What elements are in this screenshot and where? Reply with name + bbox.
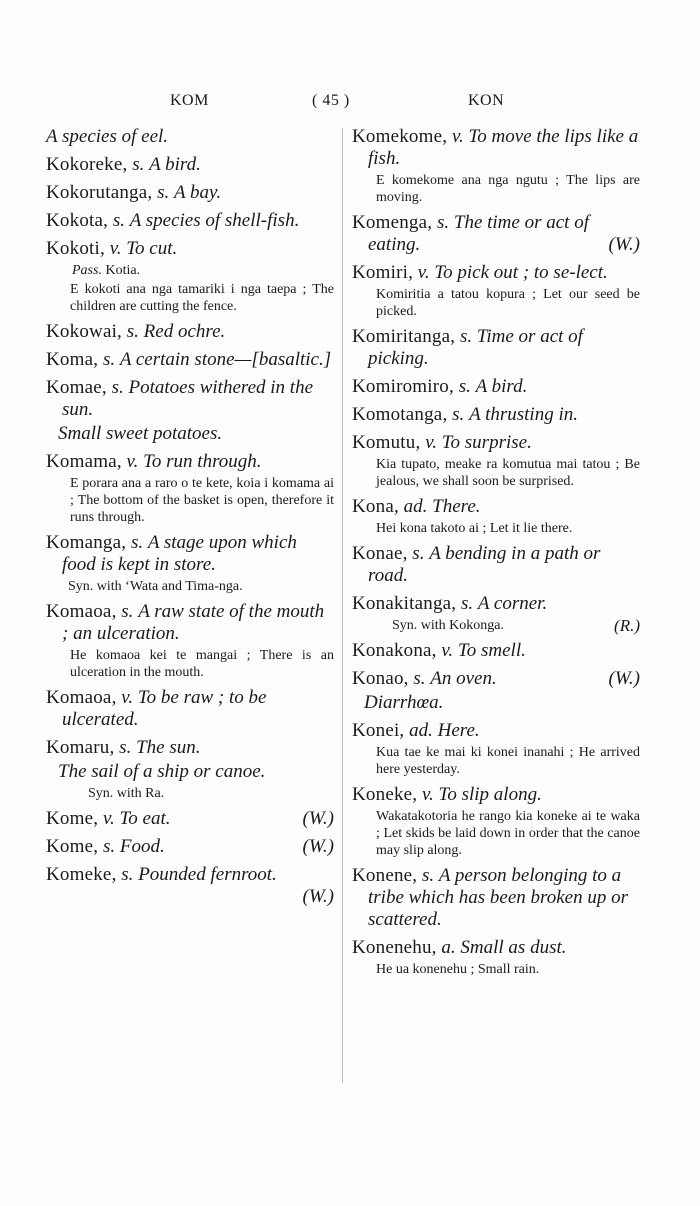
entry-head [46, 864, 334, 886]
dictionary-entry [352, 404, 640, 426]
entry-head [352, 784, 640, 806]
definition: A bird. [475, 376, 528, 397]
part-of-speech: s. [126, 321, 139, 342]
source-marker: (W.) [302, 886, 334, 907]
entry-head [46, 238, 334, 260]
entry-head [352, 543, 640, 587]
part-of-speech: s. [422, 865, 435, 886]
usage-example: Wakatakotoria he rango kia koneke ai te waka ; Let skids be laid down in order that the canoe may slip along. [376, 809, 640, 858]
headword: Komanga, [46, 532, 127, 553]
definition: To be raw ; to be ulcerated. [62, 687, 267, 730]
definition: To slip along. [438, 784, 542, 805]
dictionary-entry [352, 593, 640, 634]
dictionary-entry [352, 262, 640, 320]
definition: A certain stone—[basaltic.] [119, 349, 332, 370]
headword: Komekome, [352, 126, 448, 147]
source-line [46, 886, 334, 908]
entry-head [352, 593, 640, 615]
part-of-speech: s. [132, 154, 145, 175]
part-of-speech: ad. [409, 720, 433, 741]
entry-head [46, 687, 334, 731]
part-of-speech: s. [413, 668, 426, 689]
part-of-speech: s. [452, 404, 465, 425]
part-of-speech: v. [102, 808, 115, 829]
part-of-speech: a. [441, 937, 456, 958]
part-of-speech: s. [111, 377, 124, 398]
dictionary-entry [46, 321, 334, 343]
part-of-speech: v. [425, 432, 437, 453]
definition: The time or act of eating. [368, 212, 589, 255]
dictionary-entry [352, 640, 640, 662]
part-of-speech: s. [130, 532, 144, 553]
headword: Kona, [352, 496, 399, 517]
usage-example: Komiritia a tatou kopura ; Let our seed be picked. [376, 287, 640, 319]
header-right-guideword: KON [468, 92, 505, 109]
definition: A thrusting in. [469, 404, 578, 425]
dictionary-entry [352, 720, 640, 778]
definition: A bird. [149, 154, 201, 175]
definition: The sun. [136, 737, 201, 758]
synonym-note [392, 617, 640, 634]
headword: Komenga, [352, 212, 433, 233]
synonym-text: Syn. with Kokonga. [392, 618, 504, 633]
part-of-speech: ad. [403, 496, 428, 517]
usage-example: He komaoa kei te mangai ; There is an ulceration in the mouth. [70, 648, 334, 680]
definition: To pick out ; to se-lect. [434, 262, 608, 283]
headword: Komiri, [352, 262, 414, 283]
passive-form [46, 262, 334, 279]
entry-head [352, 720, 640, 742]
dictionary-entry [46, 126, 334, 148]
dictionary-entry [352, 692, 640, 714]
definition: Food. [119, 836, 165, 857]
definition: An oven. [430, 668, 497, 689]
definition: To smell. [457, 640, 526, 661]
part-of-speech: v. [109, 238, 122, 259]
dictionary-entry [352, 126, 640, 206]
entry-head [352, 404, 640, 426]
headword: Konao, [352, 668, 409, 689]
header-left-guideword: KOM [170, 92, 209, 109]
headword: Konae, [352, 543, 408, 564]
part-of-speech: v. [441, 640, 454, 661]
usage-example: He ua konenehu ; Small rain. [376, 962, 540, 977]
dictionary-entry [46, 182, 334, 204]
entry-head [46, 377, 334, 421]
definition: A stage upon which food is kept in store. [62, 532, 297, 575]
definition: Small as dust. [460, 937, 567, 958]
headword: Kokoreke, [46, 154, 128, 175]
part-of-speech: s. [121, 601, 134, 622]
part-of-speech: s. [112, 210, 125, 231]
definition: There. [432, 496, 481, 517]
definition: Potatoes withered in the sun. [62, 377, 314, 420]
entry-head [46, 349, 334, 371]
dictionary-entry [352, 668, 640, 690]
sub-sense: Diarrhœa. [364, 692, 444, 713]
definition: Pounded fernroot. [138, 864, 277, 885]
definition: To run through. [143, 451, 262, 472]
headword: Komotanga, [352, 404, 448, 425]
definition: Here. [437, 720, 480, 741]
entry-head [352, 865, 640, 931]
entry-head [352, 126, 640, 170]
running-header [0, 92, 700, 114]
headword: Komama, [46, 451, 122, 472]
dictionary-entry [352, 865, 640, 931]
part-of-speech: v. [417, 262, 430, 283]
dictionary-entry [46, 761, 334, 783]
entry-head [46, 737, 334, 759]
headword: Kokowai, [46, 321, 123, 342]
definition: A bay. [174, 182, 222, 203]
source-marker: (W.) [608, 668, 640, 689]
dictionary-entry [46, 349, 334, 371]
headword: Komutu, [352, 432, 421, 453]
dictionary-entry [46, 687, 334, 731]
part-of-speech: v. [451, 126, 464, 147]
dictionary-entry [352, 496, 640, 537]
dictionary-entry [46, 737, 334, 759]
headword: Koneke, [352, 784, 418, 805]
part-of-speech: v. [126, 451, 139, 472]
dictionary-entry [352, 376, 640, 398]
dictionary-entry [352, 543, 640, 587]
entry-head [46, 182, 334, 204]
entry-head [46, 836, 334, 858]
entry-head [352, 326, 640, 370]
dictionary-entry [46, 377, 334, 421]
headword: Komaru, [46, 737, 115, 758]
headword: Konene, [352, 865, 418, 886]
entry-head [46, 601, 334, 645]
headword: Kome, [46, 808, 99, 829]
headword: Kokota, [46, 210, 109, 231]
entry-head [352, 432, 640, 454]
entry-head [352, 640, 640, 662]
usage-example: E kokoti ana nga tamariki i nga taepa ; The children are cutting the fence. [70, 282, 334, 314]
dictionary-entry [46, 785, 334, 802]
headword: Konenehu, [352, 937, 437, 958]
usage-example: Kua tae ke mai ki konei inanahi ; He arrived here yesterday. [376, 745, 640, 777]
synonym-note: Syn. with ‘Wata and Tima-nga. [68, 579, 243, 594]
definition: A person belonging to a tribe which has been broken up or scattered. [368, 865, 628, 930]
headword: Komeke, [46, 864, 117, 885]
definition: To move the lips like a fish. [368, 126, 639, 169]
part-of-speech: v. [422, 784, 434, 805]
entry-head [352, 937, 640, 959]
part-of-speech: s. [102, 836, 116, 857]
dictionary-entry [46, 423, 334, 445]
headword: Koma, [46, 349, 99, 370]
dictionary-entry [352, 784, 640, 859]
definition: A species of shell-fish. [129, 210, 300, 231]
dictionary-entry [46, 238, 334, 315]
entry-head [46, 808, 334, 830]
dictionary-entry [46, 154, 334, 176]
column-divider [342, 128, 343, 1083]
headword: Kokorutanga, [46, 182, 153, 203]
dictionary-entry [46, 210, 334, 232]
definition: A raw state of the mouth ; an ulceration. [62, 601, 325, 644]
dictionary-entry [352, 937, 640, 978]
synonym-note: Syn. with Ra. [88, 786, 165, 801]
dictionary-entry [46, 532, 334, 595]
headword: Konei, [352, 720, 405, 741]
left-column [46, 126, 334, 914]
headword: Komaoa, [46, 687, 117, 708]
headword: Komae, [46, 377, 107, 398]
definition: Time or act of picking. [368, 326, 583, 369]
headword: Kokoti, [46, 238, 105, 259]
definition: Red ochre. [143, 321, 226, 342]
entry-head [352, 212, 640, 256]
part-of-speech: s. [102, 349, 116, 370]
source-marker: (W.) [302, 836, 334, 857]
definition: A bending in a path or road. [368, 543, 601, 586]
entry-head [352, 496, 640, 518]
entry-head [352, 376, 640, 398]
source-marker: (W.) [302, 808, 334, 829]
part-of-speech: s. [119, 737, 132, 758]
part-of-speech: s. [460, 593, 474, 614]
definition: To surprise. [441, 432, 532, 453]
entry-head [352, 262, 640, 284]
headword: Komaoa, [46, 601, 117, 622]
dictionary-entry [352, 326, 640, 370]
headword: Komiromiro, [352, 376, 454, 397]
dictionary-entry [352, 432, 640, 490]
headword: Komiritanga, [352, 326, 456, 347]
definition: To cut. [126, 238, 178, 259]
dictionary-entry [46, 451, 334, 526]
page-number: ( 45 ) [312, 92, 350, 109]
part-of-speech: s. [436, 212, 450, 233]
usage-example: Hei kona takoto ai ; Let it lie there. [376, 521, 573, 536]
dictionary-entry [352, 212, 640, 256]
dictionary-entry [46, 601, 334, 681]
definition: To eat. [119, 808, 171, 829]
definition: A corner. [477, 593, 548, 614]
entry-head [352, 668, 640, 690]
dictionary-entry [46, 864, 334, 908]
part-of-speech: v. [121, 687, 134, 708]
entry-head [46, 321, 334, 343]
dictionary-entry [46, 836, 334, 858]
source-marker: (W.) [608, 234, 640, 255]
usage-example: E komekome ana nga ngutu ; The lips are moving. [376, 173, 640, 205]
headword: Konakona, [352, 640, 437, 661]
usage-example: Kia tupato, meake ra komutua mai tatou ; Be jealous, we shall soon be surprised. [376, 457, 640, 489]
entry-head [46, 154, 334, 176]
sub-sense: The sail of a ship or canoe. [58, 761, 266, 782]
part-of-speech: s. [459, 326, 473, 347]
passive-word: Kotia. [105, 263, 141, 278]
dictionary-entry [46, 808, 334, 830]
entry-head [46, 210, 334, 232]
entry-head [46, 532, 334, 576]
entry-head [46, 451, 334, 473]
sub-sense: Small sweet potatoes. [58, 423, 223, 444]
right-column [352, 126, 640, 984]
passive-label: Pass. [72, 263, 102, 278]
part-of-speech: s. [157, 182, 170, 203]
sub-sense: A species of eel. [46, 126, 169, 147]
headword: Kome, [46, 836, 99, 857]
part-of-speech: s. [121, 864, 134, 885]
headword: Konakitanga, [352, 593, 457, 614]
part-of-speech: s. [412, 543, 425, 564]
usage-example: E porara ana a raro o te kete, koia i komama ai ; The bottom of the basket is open, therefore it runs through. [70, 476, 334, 525]
part-of-speech: s. [458, 376, 471, 397]
source-marker: (R.) [614, 616, 640, 635]
